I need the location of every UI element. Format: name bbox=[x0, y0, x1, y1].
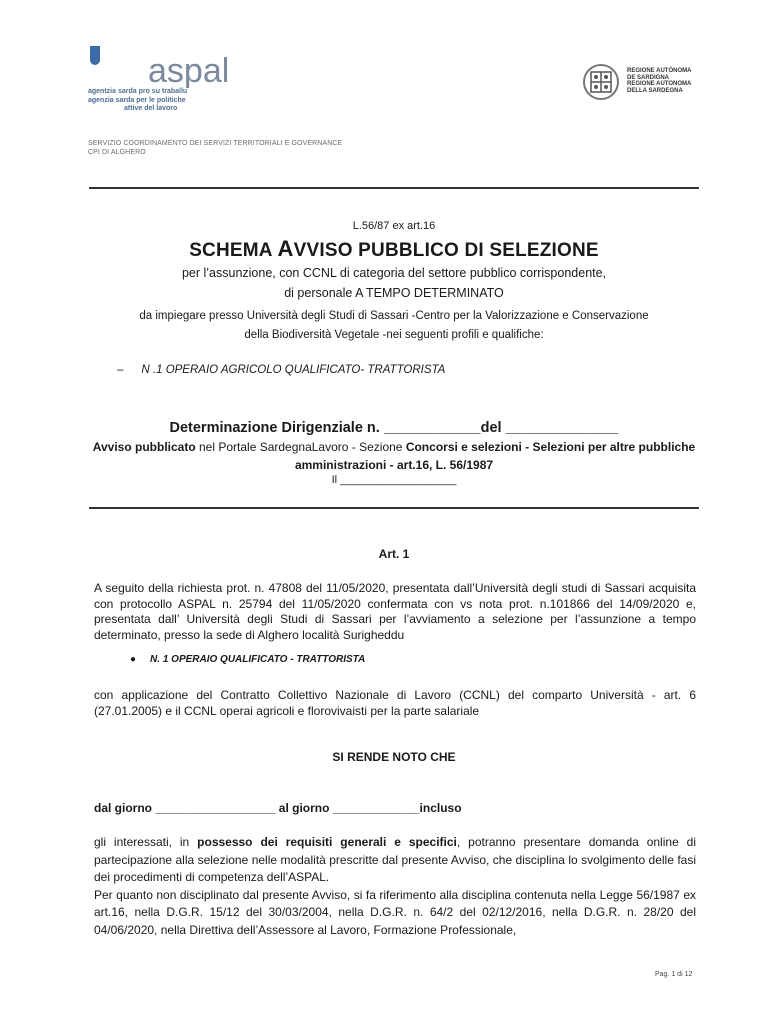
notice-heading: SI RENDE NOTO CHE bbox=[332, 750, 456, 764]
aspal-tagline-1: agentzia sarda pro su traballu bbox=[88, 88, 188, 95]
aspal-mark-icon bbox=[86, 44, 261, 88]
ras-line-4: DELLA SARDEGNA bbox=[627, 87, 683, 94]
publication-note bbox=[89, 438, 699, 474]
publication-text: nel Portale SardegnaLavoro - Sezione bbox=[195, 440, 406, 454]
subtitle-3b: della Biodiversità Vegetale -nei seguenti profili e qualifiche: bbox=[244, 329, 544, 341]
bullet-text: N. 1 OPERAIO QUALIFICATO - TRATTORISTA bbox=[150, 654, 366, 665]
aspal-tagline-3: attive del lavoro bbox=[124, 105, 178, 112]
ras-line-3: REGIONE AUTONOMA bbox=[627, 81, 692, 88]
publication-bold-2: Concorsi e selezioni - Selezioni per altre pubbliche amministrazioni - art.16, L. 56/1987 bbox=[294, 440, 696, 472]
p3-bold: possesso dei requisiti generali e specifici bbox=[197, 835, 457, 849]
subtitle-3 bbox=[89, 307, 699, 345]
profile-dash: – bbox=[117, 364, 124, 376]
article-heading: Art. 1 bbox=[378, 547, 410, 561]
paragraph-3 bbox=[94, 834, 696, 939]
sardinia-coat-of-arms-icon bbox=[581, 60, 621, 104]
bullet-dot-icon: ● bbox=[130, 654, 137, 665]
p3-text-a: gli interessati, in bbox=[94, 835, 198, 849]
il-blank: Il ___________________ bbox=[331, 474, 457, 486]
law-reference: L.56/87 ex art.16 bbox=[352, 220, 436, 232]
service-line-2: CPI DI ALGHERO bbox=[88, 149, 146, 156]
publication-bold-1: Avviso pubblicato bbox=[92, 440, 196, 454]
ras-line-1: REGIONE AUTÒNOMA bbox=[627, 68, 692, 74]
paragraph-1: A seguito della richiesta prot. n. 47808 del 11/05/2020, presentata dall’Università degli studi di Sassari acquisita con protocollo ASPAL n. 25794 del 11/05/2020 confermata con vs nota prot. n.101866 del 14/09/2020 e, presentata dall’ Università degli Studi di Sassari per l’avviamento a selezione per l’assunzione a tempo determinato, presso la sede di Alghero località Surigheddu bbox=[94, 581, 696, 642]
date-range-line: dal giorno __________________ al giorno _____________incluso bbox=[94, 801, 462, 815]
top-divider bbox=[89, 187, 699, 189]
aspal-tagline-2: agenzia sarda per le politiche bbox=[88, 96, 186, 104]
regione-sardegna-logo bbox=[581, 60, 701, 104]
title-pre: SCHEMA bbox=[189, 240, 278, 261]
subtitle-1: per l’assunzione, con CCNL di categoria del settore pubblico corrispondente, bbox=[181, 266, 607, 280]
subtitle-3a: da impiegare presso Università degli Studi di Sassari -Centro per la Valorizzazione e Conservazione bbox=[139, 310, 649, 322]
p3-text-c: , potranno presentare domanda online di partecipazione alla selezione nelle modalità prescritte dal presente Avviso, che disciplina lo svolgimento delle fasi dei procedimenti di competenza dell’ASPAL. bbox=[94, 835, 697, 884]
aspal-logo bbox=[86, 44, 261, 120]
profile-item bbox=[117, 364, 445, 376]
aspal-tagline bbox=[88, 88, 187, 114]
page-number: Pag. 1 di 12 bbox=[655, 971, 693, 978]
bullet-item bbox=[130, 654, 365, 665]
subtitle-2: di personale A TEMPO DETERMINATO bbox=[284, 286, 504, 300]
ras-line-2: DE SARDIGNA bbox=[627, 74, 670, 81]
document-title bbox=[89, 236, 699, 262]
paragraph-2: con applicazione del Contratto Collettivo Nazionale di Lavoro (CCNL) del comparto Università - art. 6 (27.01.2005) e il CCNL operai agricoli e florovivaisti per la parte salariale bbox=[94, 688, 696, 718]
ras-text bbox=[627, 68, 691, 94]
paragraph-4: Per quanto non disciplinato dal presente Avviso, si fa riferimento alla disciplina contenuta nella Legge 56/1987 ex art.16, nella D.G.R. 15/12 del 30/03/2004, nella D.G.R. n. 64/2 del 02/12/2016, nella D.G.R. n. 28/20 del 04/06/2020, nella Direttiva dell’Assessore al Lavoro, Formazione Professionale, bbox=[94, 887, 696, 937]
service-line-1: SERVIZIO COORDINAMENTO DEI SERVIZI TERRITORIALI E GOVERNANCE bbox=[88, 140, 343, 147]
aspal-logo-text: aspal bbox=[148, 52, 230, 88]
profile-text: N .1 OPERAIO AGRICOLO QUALIFICATO- TRATTORISTA bbox=[141, 364, 446, 376]
bottom-divider bbox=[89, 507, 699, 509]
title-big-letter: A bbox=[277, 236, 294, 261]
determination-line: Determinazione Dirigenziale n. ____________del ______________ bbox=[169, 420, 619, 436]
title-post: VVISO PUBBLICO DI SELEZIONE bbox=[293, 240, 599, 261]
service-heading bbox=[88, 139, 342, 157]
